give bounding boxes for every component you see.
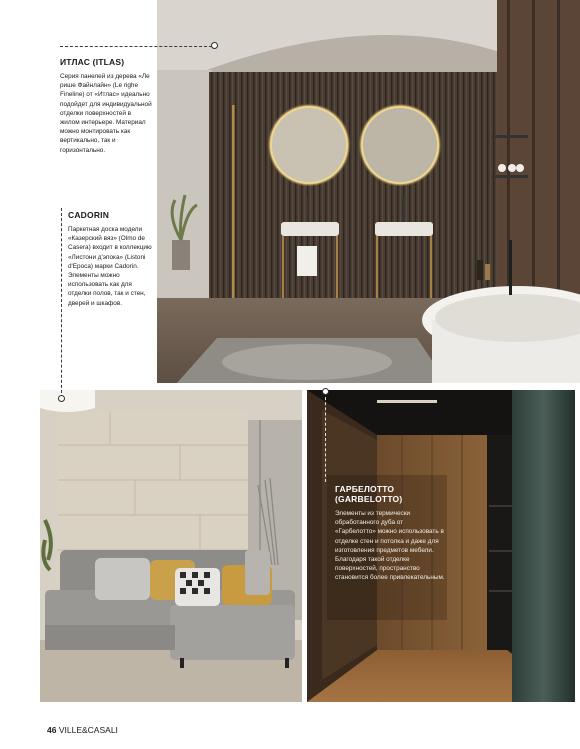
itlas-caption	[60, 57, 152, 155]
garbelotto-leader-line	[325, 392, 326, 482]
garbelotto-text: Элементы из термически обработанного дуба от «Гарбелотто» можно использовать в отделке стен и потолка и даже для изготовления предметов мебели. Благодаря такой отделке поверхностей, пространство становится более привлекательным.	[335, 510, 445, 582]
garbelotto-leader-dot	[322, 388, 329, 395]
itlas-title: ИТЛАС (ITLAS)	[60, 57, 125, 67]
itlas-text: Серия панелей из дерева «Ле рише Файнлайн» (Le righe Fineline) от «Итлас» идеально подойдет для индивидуальной отделки поверхностей в жилом интерьере. Материал можно монтировать как вертикально, так и горизонтально.	[60, 73, 152, 154]
page-footer	[47, 725, 118, 735]
cadorin-title: CADORIN	[68, 210, 110, 220]
bathroom-photo	[157, 0, 580, 383]
cadorin-text: Паркетная доска модели «Казерский вяз» (Olmo de Casera) входит в коллекцию «Листони д'эпока» (Listoni d'Epoca) марки Cadorin. Элементы можно использовать как для отделки полов, так и стен, дверей и шкафов.	[68, 226, 152, 307]
itlas-leader-line	[60, 46, 212, 47]
itlas-leader-dot	[211, 42, 218, 49]
garbelotto-caption	[335, 484, 445, 583]
cadorin-leader-dot	[58, 395, 65, 402]
magazine-name: VILLE&CASALI	[58, 725, 118, 735]
page-number: 46	[47, 725, 57, 735]
garbelotto-title: ГАРБЕЛОТТО (GARBELOTTO)	[335, 484, 403, 504]
living-room-photo	[40, 390, 302, 702]
cadorin-caption	[68, 210, 152, 308]
cadorin-leader-line	[61, 208, 62, 398]
